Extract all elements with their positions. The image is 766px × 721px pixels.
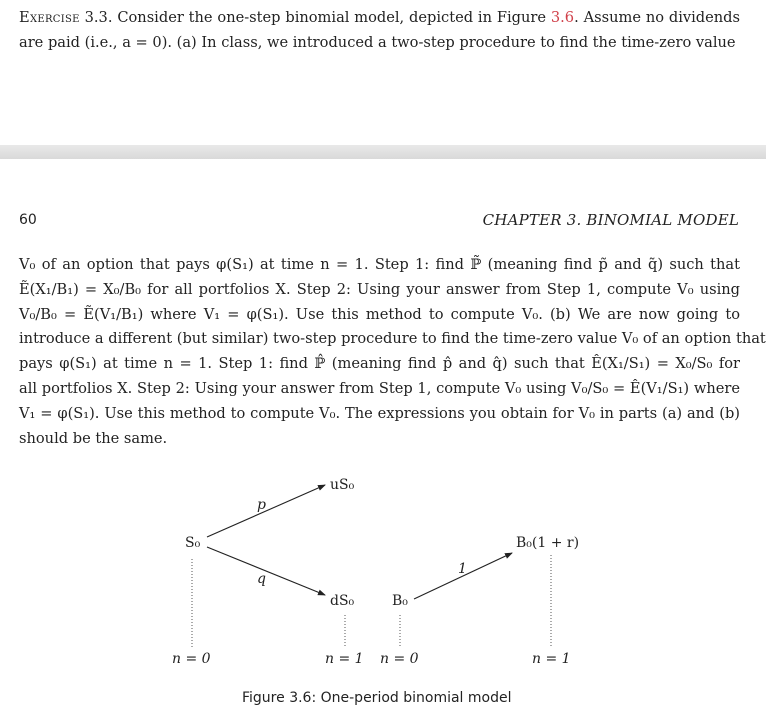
bond-prob-label: 1 xyxy=(458,561,467,577)
body-line-7: V₁ = φ(S₁). Use this method to compute V₀. The expressions you obtain for V₀ in parts (a) and (b) xyxy=(19,404,740,422)
figure-caption: Figure 3.6: One-period binomial model xyxy=(242,690,512,706)
bond-end-label: B₀(1 + r) xyxy=(516,535,580,551)
time-stock-end: n = 1 xyxy=(325,651,364,667)
body-line-3: V₀/B₀ = Ẽ(V₁/B₁) where V₁ = φ(S₁). Use this method to compute V₀. (b) We are now going to xyxy=(19,305,740,323)
exercise-line-1-end: . Assume no dividends xyxy=(574,9,740,26)
body-line-8: should be the same. xyxy=(19,429,168,447)
figure-reference-link[interactable]: 3.6 xyxy=(550,9,575,26)
exercise-label: Exercise xyxy=(19,9,80,26)
up-branch-arrow xyxy=(207,485,325,537)
exercise-line-1-text: Consider the one-step binomial model, depicted in Figure xyxy=(117,9,546,26)
exercise-number: 3.3. xyxy=(84,9,113,26)
diagram-svg xyxy=(0,455,766,721)
page-gap xyxy=(0,159,766,189)
exercise-line-1 xyxy=(19,6,740,31)
prob-down-label: q xyxy=(257,571,266,587)
chapter-header: CHAPTER 3. BINOMIAL MODEL xyxy=(482,211,739,229)
time-bond-end: n = 1 xyxy=(532,651,571,667)
page-number: 60 xyxy=(19,212,37,228)
prob-up-label: p xyxy=(257,497,266,513)
body-line-2: Ẽ(X₁/B₁) = X₀/B₀ for all portfolios X. Step 2: Using your answer from Step 1, compute V₀ using xyxy=(19,280,740,298)
down-branch-arrow xyxy=(207,547,325,595)
stock-up-label: uS₀ xyxy=(330,477,355,493)
page-divider xyxy=(0,145,766,159)
body-paragraph xyxy=(19,253,766,451)
time-stock-start: n = 0 xyxy=(172,651,211,667)
time-bond-start: n = 0 xyxy=(380,651,419,667)
exercise-line-2: are paid (i.e., a = 0). (a) In class, we introduced a two-step procedure to find the time-zero value xyxy=(19,33,736,51)
body-line-5: pays φ(S₁) at time n = 1. Step 1: find ℙ̂ (meaning find p̂ and q̂) such that Ê(X₁/S₁) = X₀/S₀ for xyxy=(19,355,740,373)
body-line-6: all portfolios X. Step 2: Using your answer from Step 1, compute V₀ using V₀/S₀ = Ê(V₁/S₁) where xyxy=(19,379,740,397)
binomial-diagram xyxy=(0,455,766,721)
previous-page-fragment xyxy=(0,0,766,145)
exercise-paragraph xyxy=(19,6,740,56)
bond-start-label: B₀ xyxy=(392,593,408,609)
stock-start-label: S₀ xyxy=(185,535,201,551)
body-line-1: V₀ of an option that pays φ(S₁) at time n = 1. Step 1: find ℙ̃ (meaning find p̃ and q̃) such that xyxy=(19,256,740,273)
body-line-4: introduce a different (but similar) two-step procedure to find the time-zero value V₀ of an option that xyxy=(19,330,766,348)
stock-down-label: dS₀ xyxy=(330,593,355,609)
